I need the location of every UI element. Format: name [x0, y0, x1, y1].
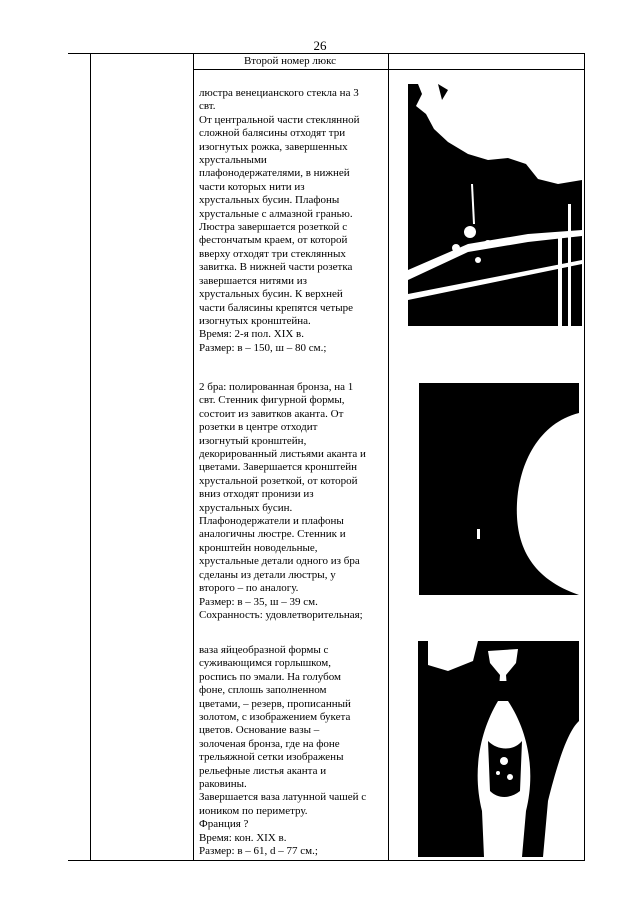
- description-line: вниз отходят пронизи из: [199, 488, 314, 501]
- description-line: свт.: [199, 100, 216, 113]
- sconce-photo-icon: [419, 383, 579, 595]
- description-line: кронштейн новодельные,: [199, 541, 318, 554]
- description-line: От центральной части стеклянной: [199, 113, 360, 126]
- entry-vase-description: [199, 644, 382, 859]
- description-line: розетки в центре отходит: [199, 421, 318, 434]
- description-line: рельефные листья аканта и: [199, 764, 327, 777]
- column-divider: [90, 54, 91, 860]
- description-line: Люстра завершается розеткой с: [199, 221, 348, 234]
- section-divider: [193, 69, 585, 70]
- description-line: изогнутых кронштейна.: [199, 314, 311, 327]
- description-line: Размер: в – 35, ш – 39 см.: [199, 595, 318, 608]
- description-line: Франция ?: [199, 818, 249, 831]
- column-divider: [584, 54, 585, 860]
- column-divider: [388, 54, 389, 860]
- description-line: хрустальные с алмазной гранью.: [199, 207, 353, 220]
- description-line: части балясины крепятся четыре: [199, 301, 353, 314]
- vase-photo-icon: [418, 641, 579, 857]
- description-line: суживающимся горлышком,: [199, 657, 331, 670]
- description-line: части которых нити из: [199, 180, 305, 193]
- vase-photo: [418, 641, 579, 857]
- description-line: золоченая бронза, где на фоне: [199, 737, 340, 750]
- description-line: завитка. В нижней части розетка: [199, 261, 353, 274]
- description-line: ваза яйцеобразной формы с: [199, 644, 329, 656]
- description-line: цветами. Завершается кронштейн: [199, 461, 358, 474]
- description-line: сделаны из детали люстры, у: [199, 568, 336, 581]
- description-line: Размер: в – 61, d – 77 см.;: [199, 845, 318, 858]
- description-line: золотом, с изображением букета: [199, 711, 351, 724]
- description-line: роспись по эмали. На голубом: [199, 670, 341, 683]
- column-divider: [193, 54, 194, 860]
- chandelier-photo: [408, 84, 582, 326]
- description-line: Время: 2-я пол. XIX в.: [199, 328, 304, 341]
- description-line: хрустальной розеткой, от которой: [199, 474, 358, 487]
- description-line: завершается нитями из: [199, 274, 307, 287]
- description-line: сложной балясины отходят три: [199, 127, 346, 140]
- description-line: трельяжной сетки изображены: [199, 751, 344, 764]
- sconce-photo: [419, 383, 579, 595]
- description-line: хрустальных бусин. Плафоны: [199, 194, 340, 207]
- page-number: 26: [313, 38, 327, 53]
- description-line: декорированный листьями аканта и: [199, 448, 366, 461]
- description-line: второго – по аналогу.: [199, 582, 299, 595]
- description-line: хрустальные детали одного из бра: [199, 555, 360, 568]
- description-line: свт. Стенник фигурной формы,: [199, 394, 345, 407]
- description-line: изогнутый кронштейн,: [199, 434, 307, 447]
- chandelier-photo-icon: [408, 84, 582, 326]
- description-line: Размер: в – 150, ш – 80 см.;: [199, 341, 327, 354]
- entry-chandelier-description: [199, 87, 382, 355]
- description-line: Сохранность: удовлетворительная;: [199, 608, 363, 621]
- description-line: состоит из завитков аканта. От: [199, 407, 344, 420]
- description-line: хрустальными: [199, 154, 267, 167]
- description-line: плафонодержателями, в нижней: [199, 167, 350, 180]
- description-line: изогнутых рожка, завершенных: [199, 140, 348, 153]
- description-line: аналогичны люстре. Стенник и: [199, 528, 346, 541]
- description-line: Время: кон. XIX в.: [199, 831, 287, 844]
- description-line: Плафонодержатели и плафоны: [199, 515, 344, 528]
- description-line: хрустальных бусин.: [199, 501, 293, 514]
- description-line: фоне, сплошь заполненном: [199, 684, 327, 697]
- description-line: цветов. Основание вазы –: [199, 724, 320, 737]
- description-line: раковины.: [199, 778, 247, 791]
- section-title: Второй номер люкс: [243, 55, 337, 67]
- description-line: хрустальных бусин. К верхней: [199, 288, 343, 301]
- description-line: фестончатым краем, от которой: [199, 234, 348, 247]
- description-line: цветами, – резерв, прописанный: [199, 697, 351, 710]
- description-line: Завершается ваза латунной чашей с: [199, 791, 367, 804]
- description-line: иоником по периметру.: [199, 804, 308, 817]
- entry-sconce-description: [199, 381, 382, 622]
- description-line: вверху отходят три стеклянных: [199, 247, 346, 260]
- description-line: люстра венецианского стекла на 3: [199, 87, 359, 99]
- description-line: 2 бра: полированная бронза, на 1: [199, 381, 354, 393]
